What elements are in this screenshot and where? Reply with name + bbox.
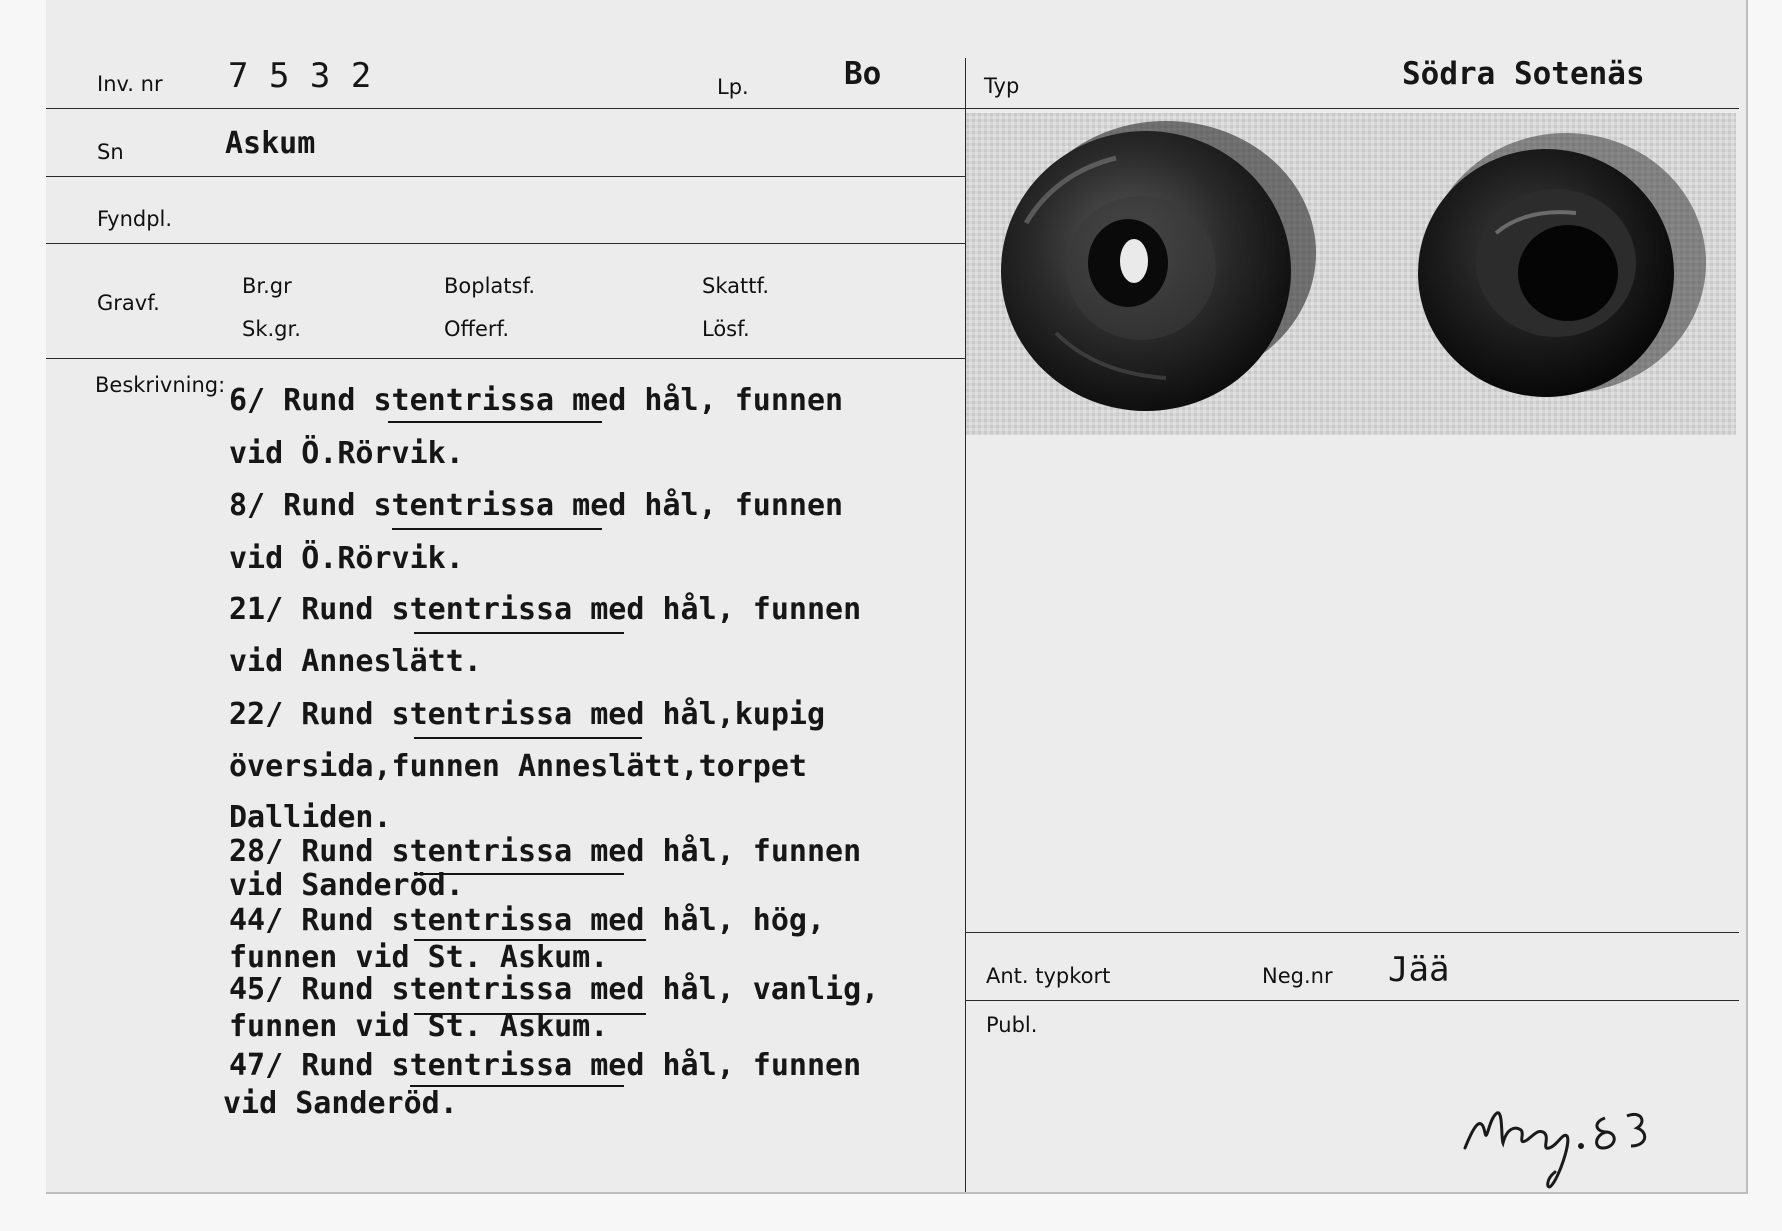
underline [410,1085,624,1087]
description-line: 45/ Rund stentrissa med hål, vanlig, [229,972,880,1007]
rule-gravf [46,358,965,359]
typ-label: Typ [984,74,1020,98]
inv-label: Inv. nr [97,72,163,96]
region-value: Södra Sotenäs [1402,56,1645,92]
underline [414,939,646,941]
losf-label: Lösf. [702,317,750,341]
offerf-label: Offerf. [444,317,510,341]
description-line: vid Sanderöd. [223,1086,458,1121]
fyndpl-label: Fyndpl. [97,207,173,231]
negnr-label: Neg.nr [1262,964,1333,988]
description-line: vid Anneslätt. [229,644,482,679]
handwritten-signature [1455,1088,1665,1198]
description-line: 6/ Rund stentrissa med hål, funnen [229,383,844,418]
artifact-photo [966,113,1736,435]
boplatsf-label: Boplatsf. [444,274,536,298]
description-line: vid Sanderöd. [229,868,464,903]
description-line: funnen vid St. Askum. [229,940,609,975]
description-line: funnen vid St. Askum. [229,1009,609,1044]
ant-typkort-label: Ant. typkort [986,964,1111,988]
description-line: 22/ Rund stentrissa med hål,kupig [229,697,826,732]
inv-value: 7 5 3 2 [228,56,372,96]
skattf-label: Skattf. [702,274,769,298]
description-line: vid Ö.Rörvik. [229,436,464,471]
brgr-label: Br.gr [242,274,292,298]
description-line: 21/ Rund stentrissa med hål, funnen [229,592,862,627]
underline [388,421,602,423]
description-line: översida,funnen Anneslätt,torpet [229,749,807,784]
description-line: 28/ Rund stentrissa med hål, funnen [229,834,862,869]
rule-sn [46,176,965,177]
sn-value: Askum [225,126,316,161]
description-line: vid Ö.Rörvik. [229,541,464,576]
sn-label: Sn [97,140,124,164]
publ-label: Publ. [986,1013,1038,1037]
rule-ant [965,932,1739,933]
description-line: 47/ Rund stentrissa med hål, funnen [229,1048,862,1083]
skgr-label: Sk.gr. [242,317,301,341]
rule-publ [965,1000,1739,1001]
negnr-value: Jää [1388,950,1450,990]
lp-value: Bo [844,56,882,92]
underline [414,1013,646,1015]
underline [414,873,624,875]
rule-fyndpl [46,243,965,244]
beskrivning-label: Beskrivning: [95,373,226,397]
underline [414,737,642,739]
description-line: 44/ Rund stentrissa med hål, hög, [229,903,826,938]
rule-typ [965,108,1739,109]
description-line: Dalliden. [229,800,392,835]
rule-inv [46,108,965,109]
underline [392,528,602,530]
lp-label: Lp. [717,75,749,99]
gravf-label: Gravf. [97,291,160,315]
underline [414,632,624,634]
description-line: 8/ Rund stentrissa med hål, funnen [229,488,844,523]
